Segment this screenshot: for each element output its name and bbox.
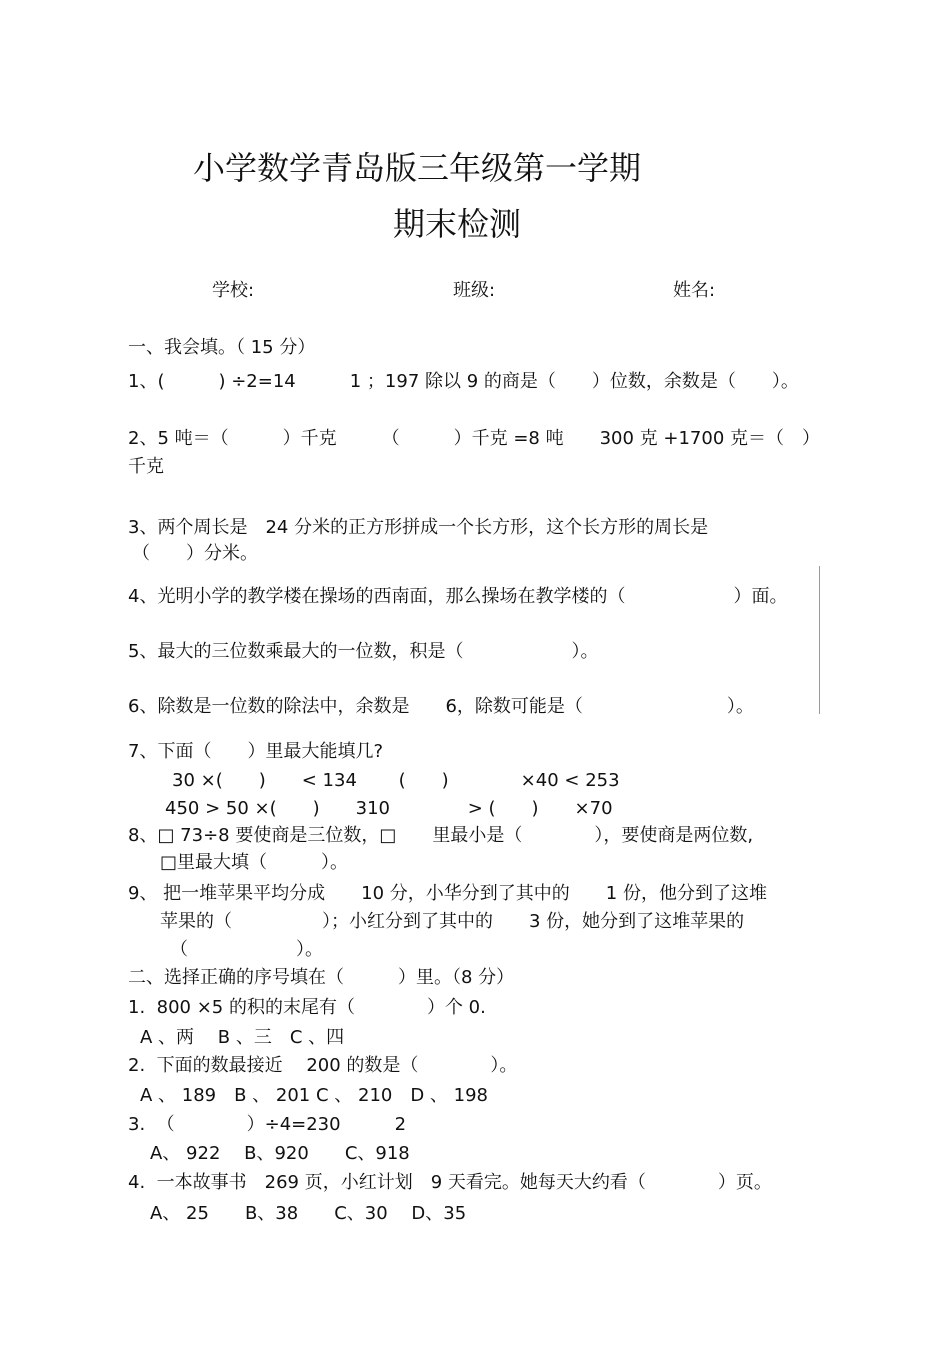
question-1: 1、( ) ÷2=14 1 ；197 除以 9 的商是（ ）位数，余数是（ ）。 <box>128 371 799 392</box>
question-9-line2: 苹果的（ ）；小红分到了其中的 3 份，她分到了这堆苹果的 <box>160 911 745 932</box>
question-6: 6、除数是一位数的除法中，余数是 6，除数可能是（ ）。 <box>128 696 754 717</box>
question-7-line1: 7、下面（ ）里最大能填几? <box>128 741 384 762</box>
choice-4-question: 4. 一本故事书 269 页，小红计划 9 天看完。她每天大约看（ ）页。 <box>128 1172 772 1193</box>
question-9-line1: 9、 把一堆苹果平均分成 10 分，小华分到了其中的 1 份，他分到了这堆 <box>128 883 767 904</box>
question-7-line3: 450 > 50 ×( ) 310 > ( ) ×70 <box>165 798 613 819</box>
question-3-line1: 3、两个周长是 24 分米的正方形拼成一个长方形，这个长方形的周长是 <box>128 517 709 538</box>
question-8-line2: □里最大填（ ）。 <box>160 852 349 873</box>
choice-4-options: A、 25 B、38 C、30 D、35 <box>150 1203 467 1224</box>
question-4: 4、光明小学的教学楼在操场的西南面，那么操场在教学楼的（ ）面。 <box>128 586 788 607</box>
question-3-line2: （ ）分米。 <box>132 543 258 564</box>
question-8-line1: 8、□ 73÷8 要使商是三位数，□ 里最小是（ ），要使商是两位数, <box>128 825 754 846</box>
question-5: 5、最大的三位数乘最大的一位数，积是（ ）。 <box>128 641 599 662</box>
choice-1-options: A 、两 B 、三 C 、四 <box>140 1027 345 1048</box>
title-line1: 小学数学青岛版三年级第一学期 <box>193 149 642 187</box>
question-7-line2: 30 ×( ) < 134 ( ) ×40 < 253 <box>172 770 620 791</box>
section1-heading: 一、我会填。（ 15 分） <box>128 337 316 358</box>
title-line2: 期末检测 <box>393 205 522 243</box>
name-label: 姓名: <box>673 280 716 301</box>
choice-1-question: 1. 800 ×5 的积的末尾有（ ）个 0. <box>128 997 486 1018</box>
question-9-line3: （ ）。 <box>170 939 323 960</box>
class-label: 班级: <box>453 280 496 301</box>
choice-3-options: A、 922 B、920 C、918 <box>150 1143 410 1164</box>
margin-divider <box>819 566 820 714</box>
question-2-line1: 2、5 吨＝（ ）千克 （ ）千克 =8 吨 300 克 +1700 克＝（ ） <box>128 428 821 449</box>
question-2-line2: 千克 <box>128 456 164 477</box>
section2-heading: 二、选择正确的序号填在（ ）里。（8 分） <box>128 967 515 988</box>
school-label: 学校: <box>212 280 255 301</box>
choice-2-options: A 、 189 B 、 201 C 、 210 D 、 198 <box>140 1085 489 1106</box>
choice-3-question: 3. （ ）÷4=230 2 <box>128 1114 407 1135</box>
choice-2-question: 2. 下面的数最接近 200 的数是（ ）。 <box>128 1055 518 1076</box>
